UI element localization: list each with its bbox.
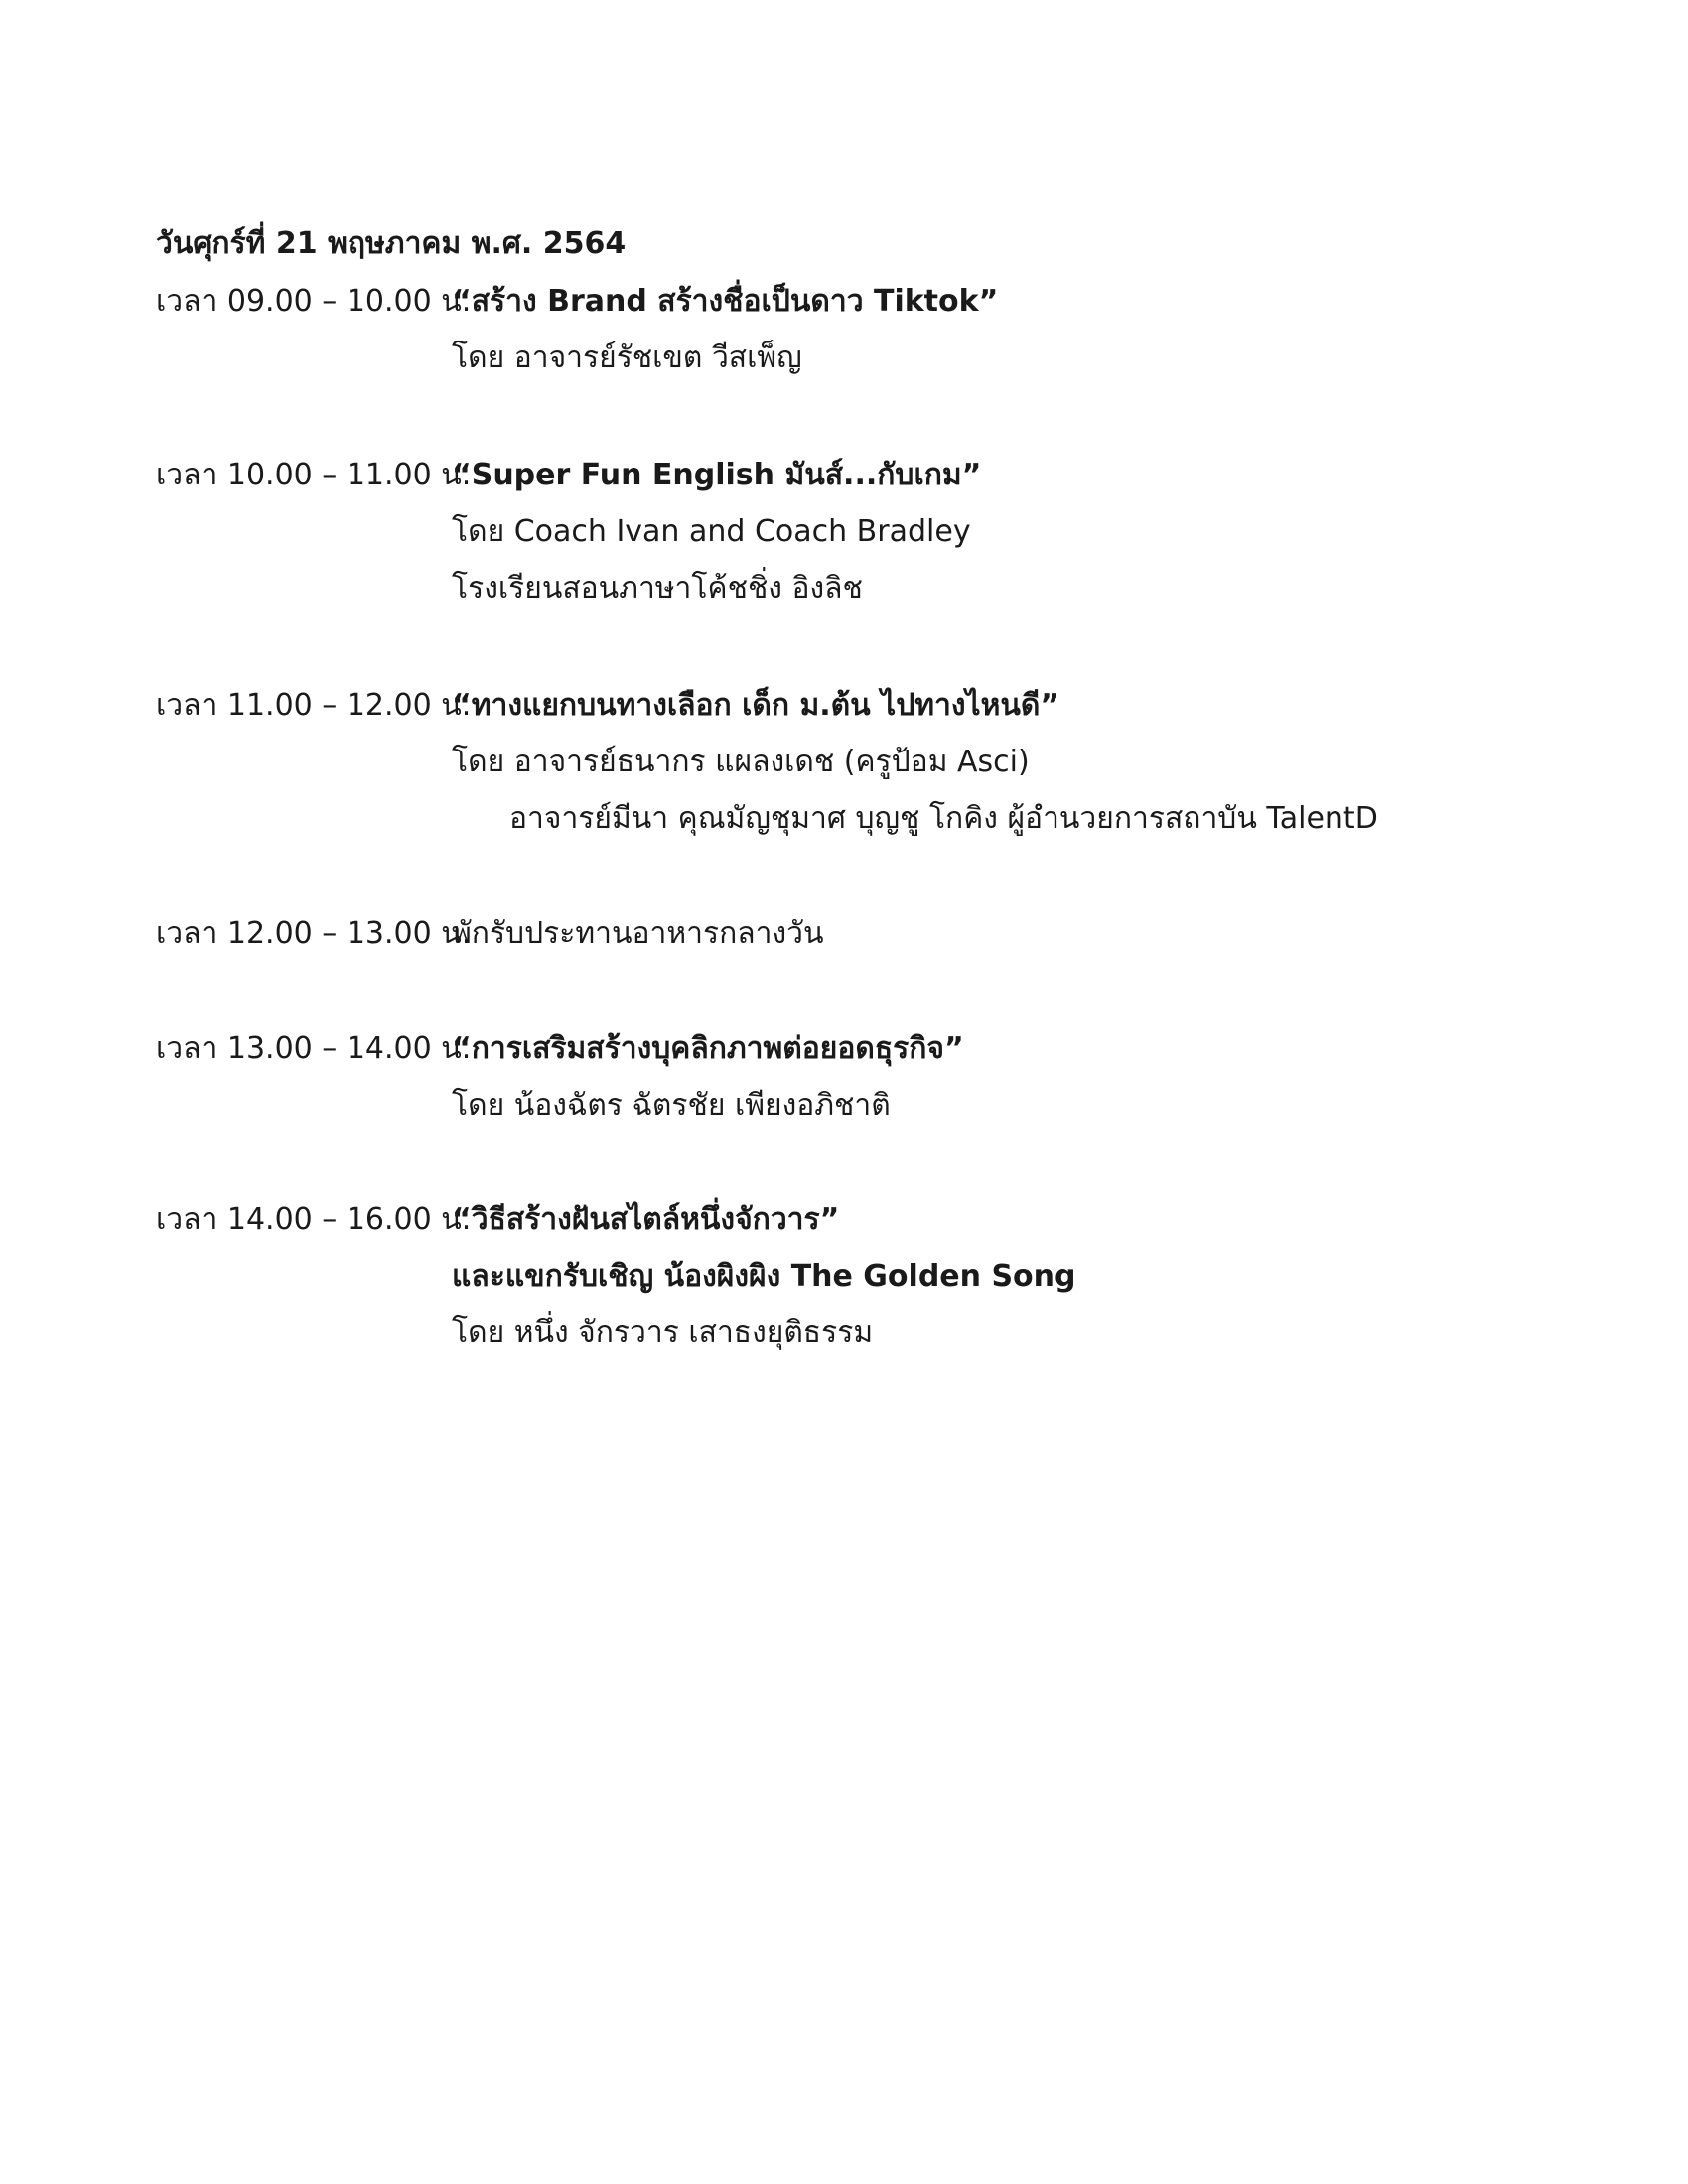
session-speaker: โดย อาจารย์ธนากร แผลงเดช (ครูป้อม Asci) — [452, 745, 1030, 779]
session-speaker-affiliation: โรงเรียนสอนภาษาโค้ชชิ่ง อิงลิช — [452, 571, 863, 606]
session-speaker-secondary: อาจารย์มีนา คุณมัญชุมาศ บุญชู โกคิง ผู้อำนวยการสถาบัน TalentD — [509, 801, 1378, 836]
session-speaker: โดย น้องฉัตร ฉัตรชัย เพียงอภิชาติ — [452, 1088, 891, 1123]
session-title: “สร้าง Brand สร้างชื่อเป็นดาว Tiktok” — [452, 284, 999, 319]
schedule-date: วันศุกร์ที่ 21 พฤษภาคม พ.ศ. 2564 — [156, 226, 627, 261]
session-title: “ทางแยกบนทางเลือก เด็ก ม.ต้น ไปทางไหนดี” — [452, 688, 1060, 723]
session-time: เวลา 13.00 – 14.00 น. — [156, 1031, 472, 1066]
session-time: เวลา 12.00 – 13.00 น. — [156, 916, 472, 951]
session-title: พักรับประทานอาหารกลางวัน — [452, 916, 824, 951]
session-title: “วิธีสร้างฝันสไตล์หนึ่งจักวาร” — [452, 1202, 840, 1237]
session-title: “การเสริมสร้างบุคลิกภาพต่อยอดธุรกิจ” — [452, 1031, 964, 1066]
session-speaker: โดย อาจารย์รัชเขต วีสเพ็ญ — [452, 341, 802, 375]
session-time: เวลา 10.00 – 11.00 น. — [156, 458, 472, 492]
session-speaker: โดย หนึ่ง จักรวาร เสาธงยุติธรรม — [452, 1315, 874, 1350]
session-speaker: โดย Coach Ivan and Coach Bradley — [452, 514, 971, 549]
session-time: เวลา 11.00 – 12.00 น. — [156, 688, 472, 723]
session-title: “Super Fun English มันส์...กับเกม” — [452, 458, 982, 492]
session-time: เวลา 09.00 – 10.00 น. — [156, 284, 472, 319]
session-time: เวลา 14.00 – 16.00 น. — [156, 1202, 472, 1237]
session-subtitle: และแขกรับเชิญ น้องผิงผิง The Golden Song — [452, 1259, 1076, 1294]
